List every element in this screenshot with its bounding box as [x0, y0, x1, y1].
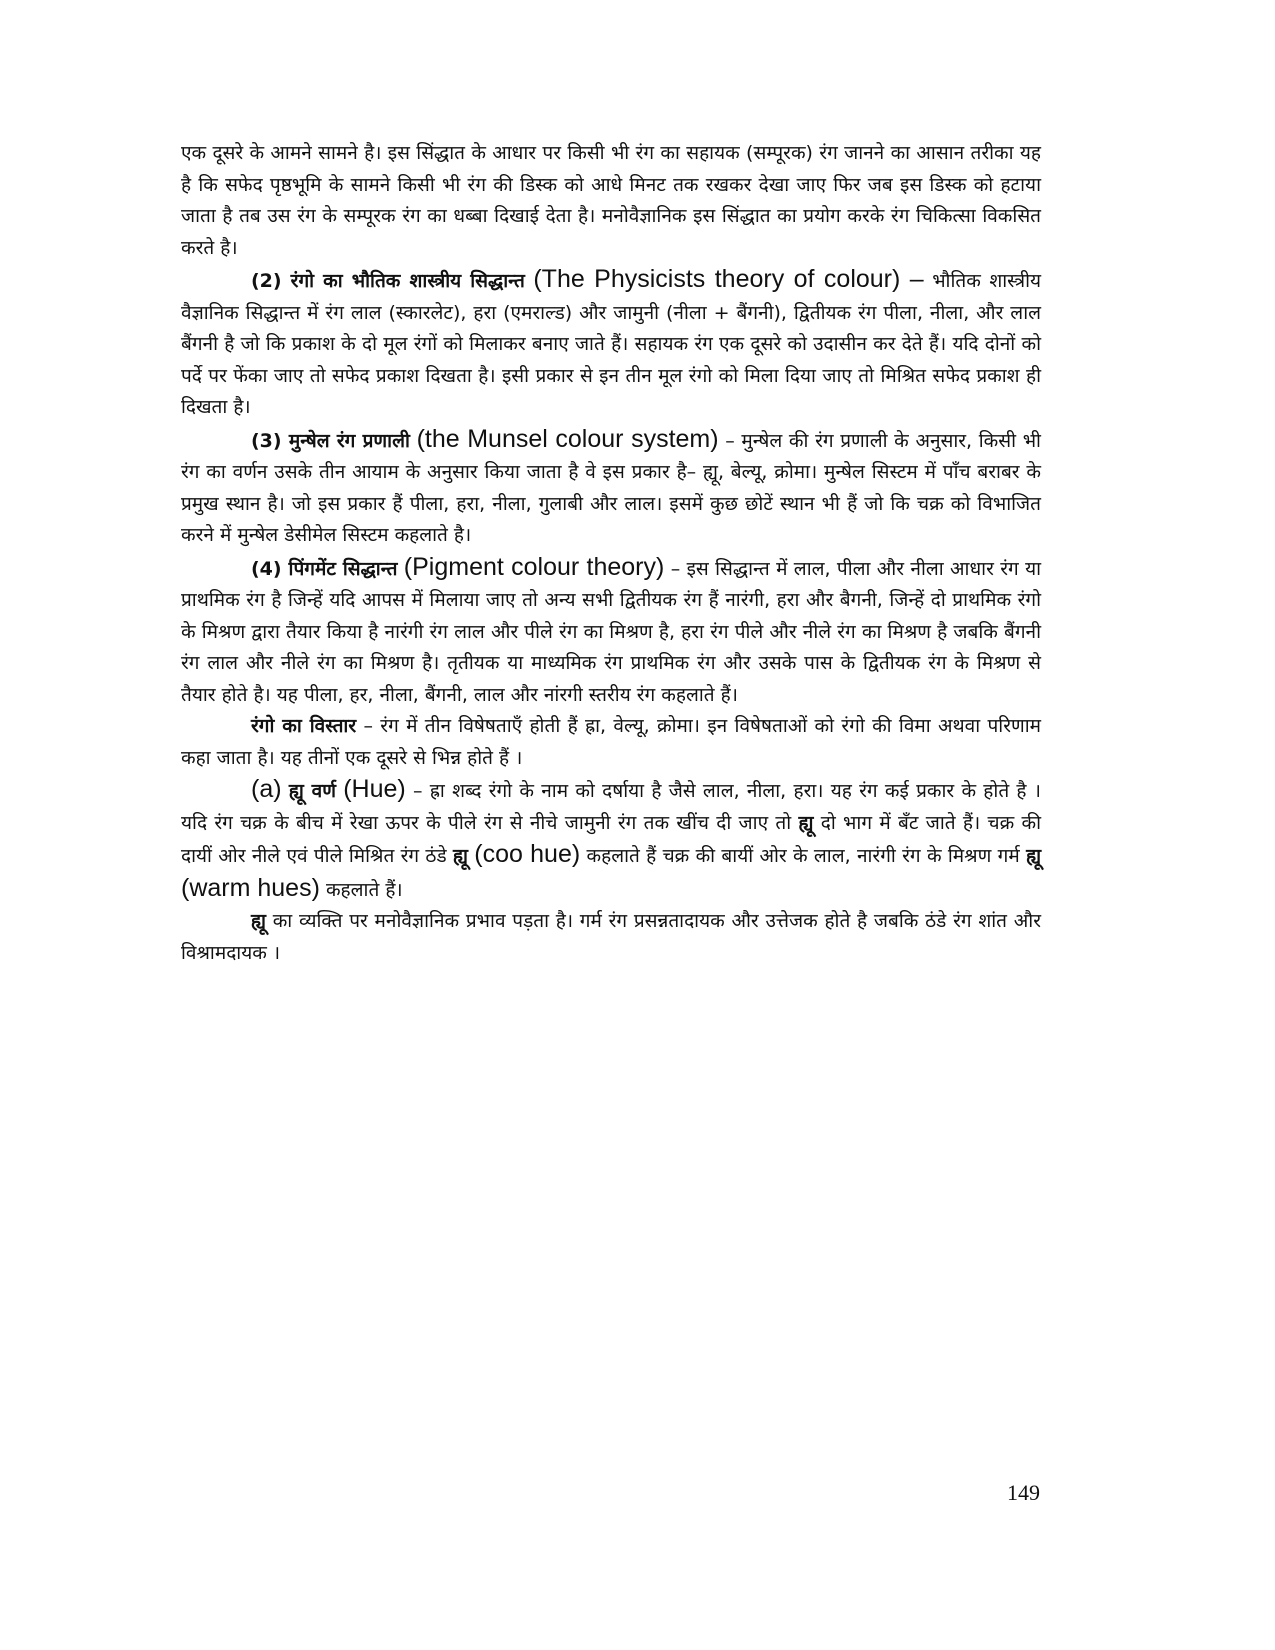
section-heading-english: (the Munsel colour system)	[416, 424, 719, 453]
section-heading-hindi: (2) रंगो का भौतिक शास्त्रीय सिद्धान्त	[251, 270, 525, 292]
hue-term: ह्यू	[1026, 845, 1042, 867]
section-body-part: कहलाते हैं चक्र की बायीं ओर के लाल, नारंगी रंग के मिश्रण गर्म	[586, 845, 1020, 867]
section-body: – इस सिद्धान्त में लाल, पीला और नीला आधार रंग या प्राथमिक रंग है जिन्हें यदि आपस में मिलाया जाए तो अन्य सभी द्वितीयक रंग हैं नारंगी, हरा और बैगनी, जिन्हें दो प्राथमिक रंगो के मिश्रण द्वारा तैयार किया है नारंगी रंग लाल और पीले रंग का मिश्रण है, हरा रंग पीले और नीले रंग का मिश्रण है जबकि बैंगनी रंग लाल और नीले रंग का मिश्रण है। तृतीयक या माध्यमिक रंग प्राथमिक रंग और उसके पास के द्वितीयक रंग के मिश्रण से तैयार होते है। यह पीला, हर, नीला, बैंगनी, लाल और नांरगी स्तरीय रंग कहलाते हैं।	[181, 557, 1042, 706]
section-physicists-theory	[181, 264, 1041, 424]
section-heading-hindi: (4) पिंगमेंट सिद्धान्त	[251, 557, 398, 580]
section-colour-dimensions	[181, 711, 1041, 774]
page-body	[181, 138, 1041, 969]
hue-term: ह्यू	[251, 910, 266, 932]
section-heading-hindi: (3) मुन्षेल रंग प्रणाली	[251, 429, 410, 452]
section-body-part: कहलाते हैं।	[325, 878, 403, 901]
paragraph-complementary-intro: एक दूसरे के आमने सामने है। इस सिंद्धात के आधार पर किसी भी रंग का सहायक (सम्पूरक) रंग जानने का आसान तरीका यह है कि सफेद पृष्ठभूमि के सामने किसी भी रंग की डिस्क को आधे मिनट तक रखकर देखा जाए फिर जब इस डिस्क को हटाया जाता है तब उस रंग के सम्पूरक रंग का धब्बा दिखाई देता है। मनोवैज्ञानिक इस सिंद्धात का प्रयोग करके रंग चिकित्सा विकसित करते है।	[181, 142, 1041, 259]
section-prefix: (a)	[251, 775, 282, 803]
section-heading-hindi: ह्यू वर्ण	[288, 780, 336, 802]
section-body: भौतिक शास्त्रीय वैज्ञानिक सिद्धान्त में रंग लाल (स्कारलेट), हरा (एमराल्ड) और जामुनी (नीला + बैंगनी), द्वितीयक रंग पीला, नीला, और लाल बैंगनी है जो कि प्रकाश के दो मूल रंगों को मिलाकर बनाए जाते हैं। सहायक रंग एक दूसरे को उदासीन कर देते हैं। यदि दोनों को पर्दे पर फेंका जाए तो सफेद प्रकाश दिखता है। इसी प्रकार से इन तीन मूल रंगो को मिला दिया जाए तो मिश्रित सफेद प्रकाश ही दिखता है।	[181, 270, 1042, 418]
section-body-part: दो भाग में बँट जाते हैं। चक्र की दायीं ओर नीले एवं पीले मिश्रित रंग ठंडे	[181, 811, 1041, 867]
cool-hue-english: (coo hue)	[474, 840, 581, 868]
page-number: 149	[1007, 1480, 1040, 1505]
section-body: का व्यक्ति पर मनोवैज्ञानिक प्रभाव पड़ता है। गर्म रंग प्रसन्नतादायक और उत्तेजक होते है जबकि ठंडे रंग शांत और विश्रामदायक ।	[181, 910, 1041, 964]
section-heading-hindi: रंगो का विस्तार	[251, 715, 357, 737]
warm-hue-english: (warm hues)	[181, 873, 320, 902]
section-hue	[181, 774, 1041, 906]
section-heading-english: (The Physicists theory of colour) –	[533, 265, 924, 293]
section-body: – मुन्षेल की रंग प्रणाली के अनुसार, किसी भी रंग का वर्णन उसके तीन आयाम के अनुसार किया जाता है वे इस प्रकार है– ह्यू, बेल्यू, क्रोमा। मुन्षेल सिस्टम में पाँच बराबर के प्रमुख स्थान है। जो इस प्रकार हैं पीला, हरा, नीला, गुलाबी और लाल। इसमें कुछ छोटें स्थान भी हैं जो कि चक्र को विभाजित करने में मुन्षेल डेसीमेल सिस्टम कहलाते है।	[181, 429, 1041, 546]
section-body: – रंग में तीन विषेषताएँ होती हैं ह्रा, वेल्यू, क्रोमा। इन विषेषताओं को रंगो की विमा अथवा परिणाम कहा जाता है। यह तीनों एक दूसरे से भिन्न होते हैं ।	[181, 715, 1042, 769]
section-body-part: – ह्रा शब्द रंगो के नाम को दर्षाया है जैसे लाल, नीला, हरा। यह रंग कई प्रकार के होते है । यदि रंग चक्र के बीच में रेखा ऊपर के पीले रंग से नीचे जामुनी रंग तक खींच दी जाए तो	[181, 780, 1041, 834]
section-hue-psychology	[181, 906, 1041, 969]
section-heading-english: (Hue)	[343, 775, 406, 803]
hue-term: ह्यू	[452, 845, 468, 867]
section-munsel-system	[181, 424, 1041, 552]
section-pigment-theory	[181, 552, 1041, 712]
hue-term: ह्यू	[798, 811, 814, 834]
section-heading-english: (Pigment colour theory)	[403, 552, 665, 581]
